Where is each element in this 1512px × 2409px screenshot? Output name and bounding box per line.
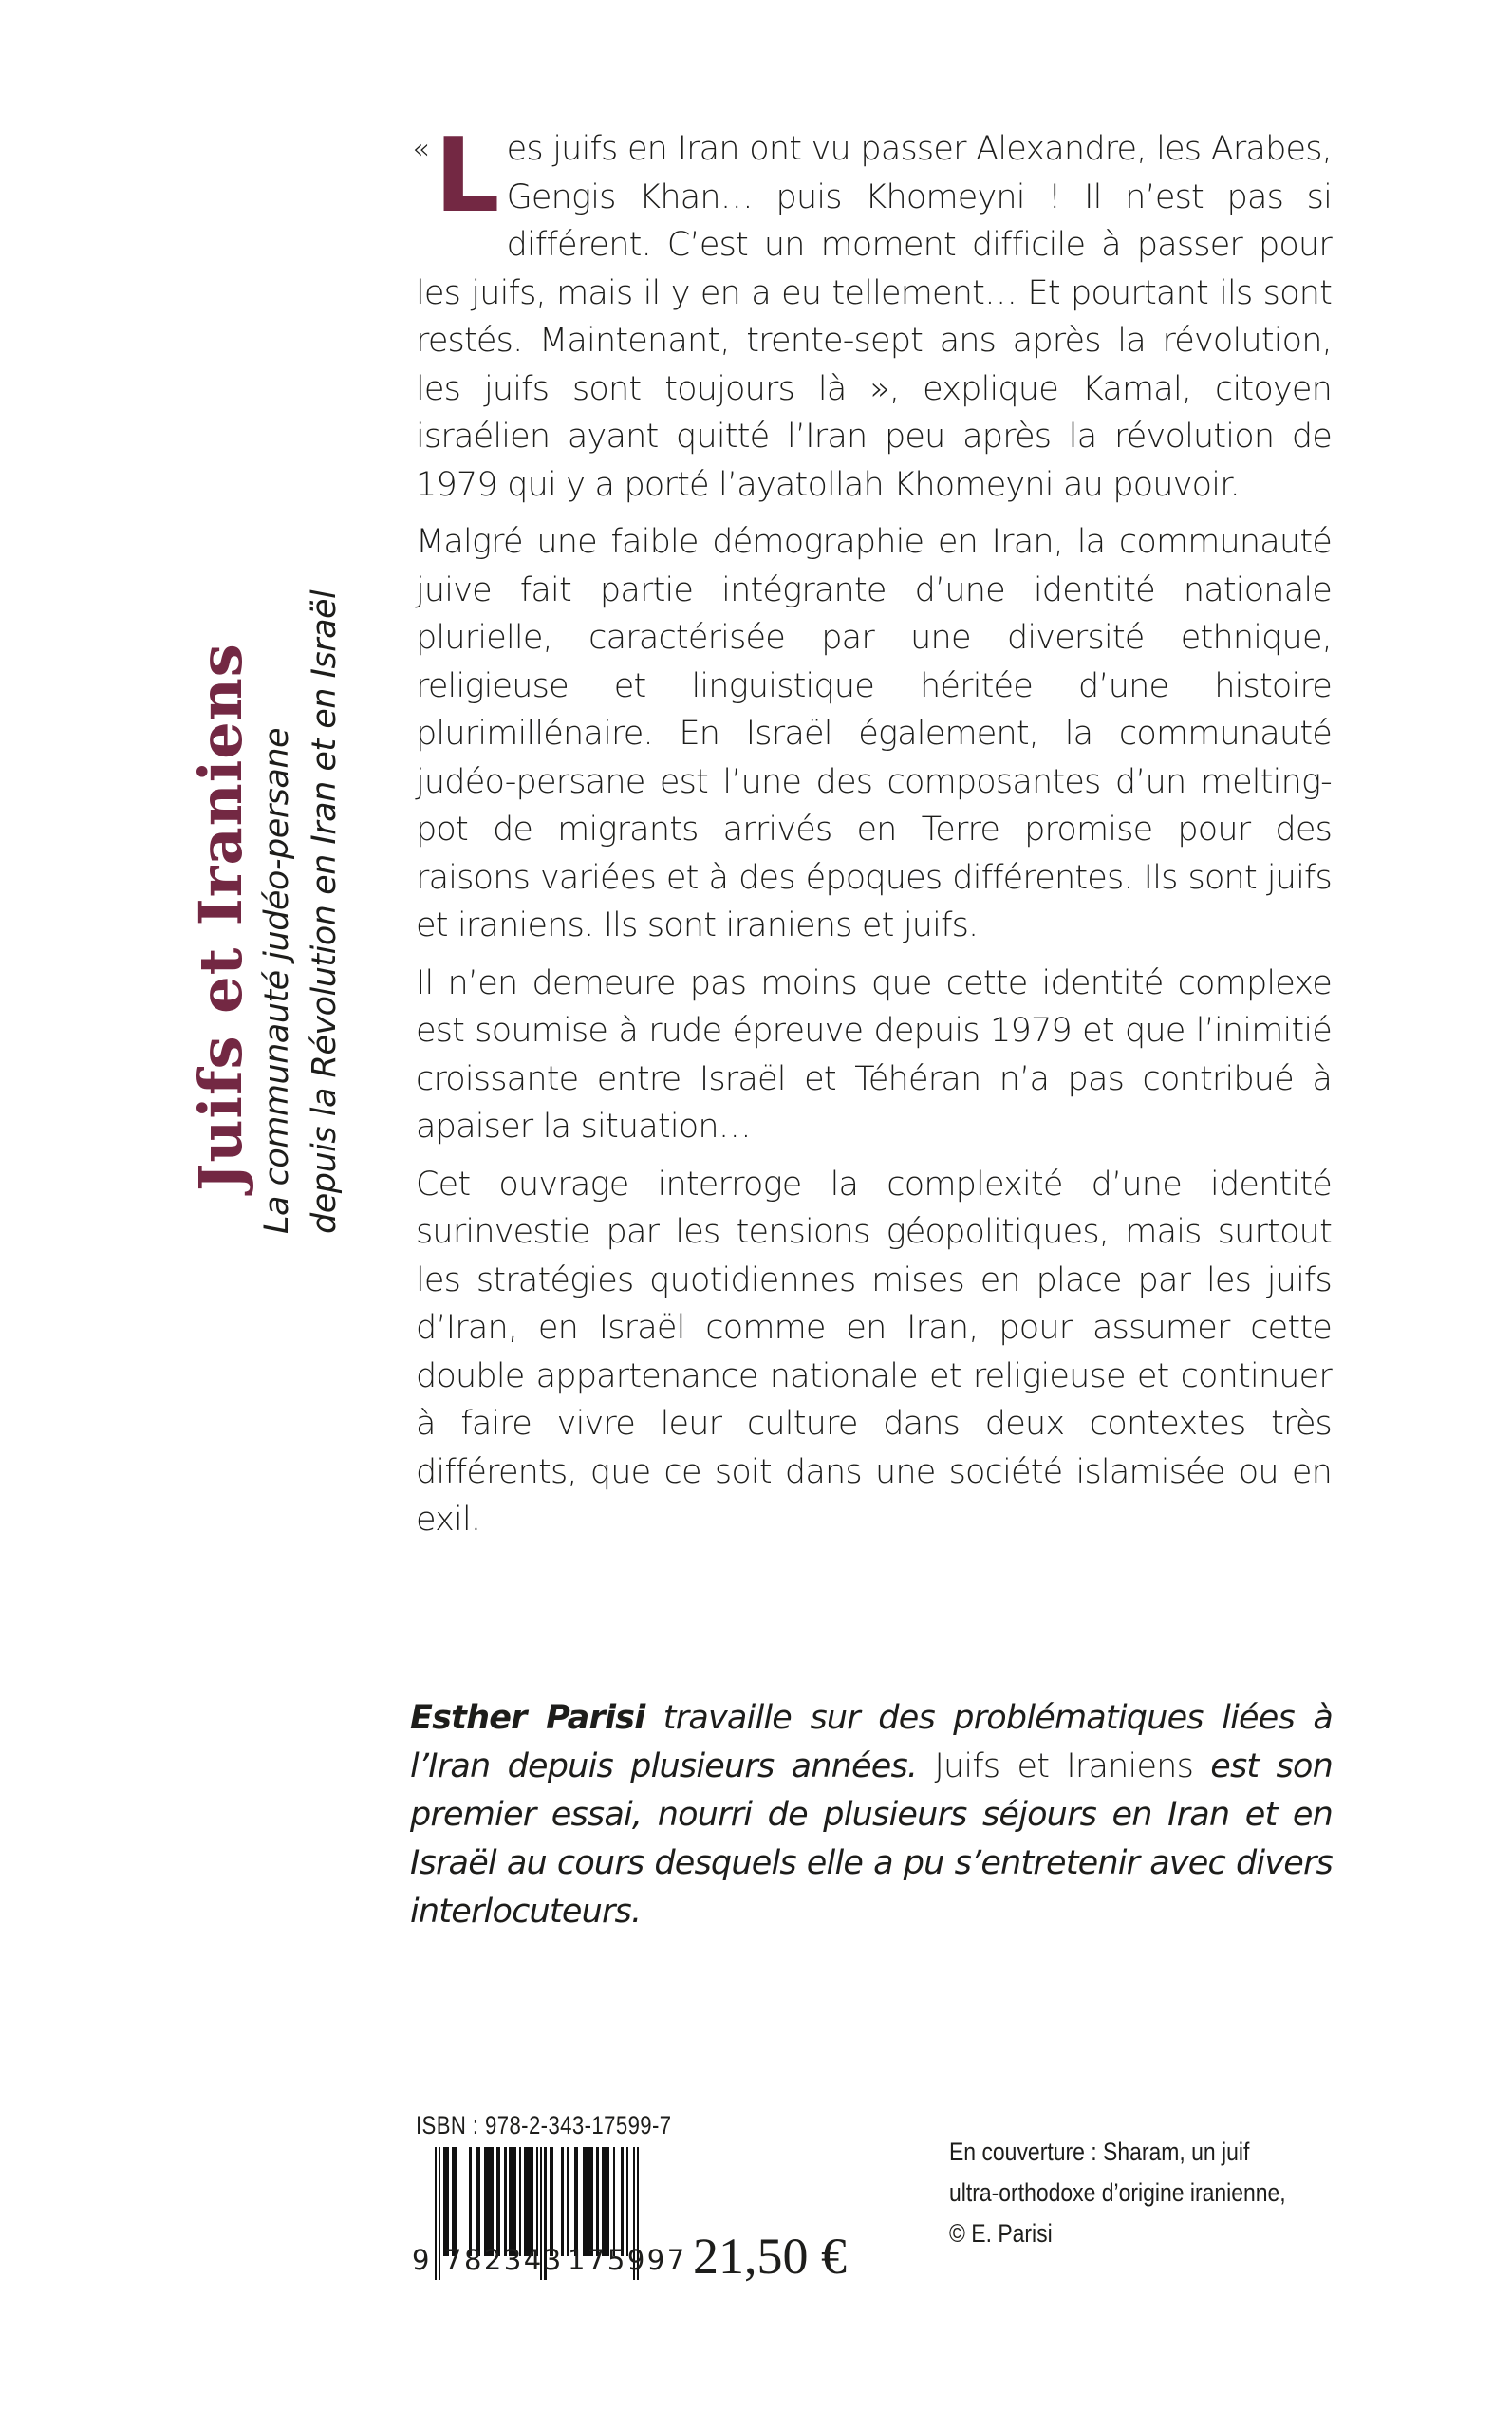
book-title: Juifs et Iraniens (186, 643, 255, 1191)
author-bio-paragraph (410, 1694, 1333, 1936)
author-bio-text-2: est son premier essai, nourri de plusieurs séjours en Iran et en Israël au cours desquels elle a pu s’entretenir avec divers interlocuteurs. (410, 1747, 1333, 1931)
author-bio-text-1: travaille sur des problématiques liées à l’Iran depuis plusieurs années. (410, 1699, 1333, 1785)
barcode-bar (524, 2147, 533, 2256)
barcode-bar (583, 2147, 593, 2256)
barcode-digits-left: 782343 (444, 2244, 564, 2276)
blurb-paragraph-2: Malgré une faible démographie en Iran, la communauté juive fait partie intégrante d’une identité nationale plurielle, caractérisée par une diversité ethnique, religieuse et linguistique héritée d’une histoire plurimillénaire. En Israël également, la communauté judéo-persane est l’une des composantes d’un melting-pot de migrants arrivés en Terre promise pour des raisons variées et à des époques différentes. Ils sont juifs et iraniens. Ils sont iraniens et juifs. (416, 523, 1332, 944)
cover-credit-line-3: © E. Parisi (949, 2219, 1053, 2248)
barcode-bar (509, 2147, 516, 2256)
blurb-paragraph-1 (412, 117, 1332, 509)
vertical-title-block (180, 527, 370, 1234)
book-subtitle-line-2: depuis la Révolution en Iran et en Israël (306, 589, 344, 1234)
author-name: Esther Parisi (410, 1699, 645, 1737)
barcode-bar (602, 2147, 609, 2256)
drop-cap: L (434, 117, 499, 235)
price: 21,50 € (693, 2228, 847, 2285)
book-subtitle-line-1: La communauté judéo-persane (258, 727, 296, 1234)
barcode-digits-right: 175997 (568, 2244, 687, 2276)
cover-credit (949, 2132, 1385, 2254)
author-bio (410, 1694, 1333, 1936)
vertical-title-rotator (180, 527, 370, 1234)
blurb-paragraph-1-text: es juifs en Iran ont vu passer Alexandre, les Arabes, Gengis Khan… puis Khomeyni ! Il n’est pas si différent. C’est un moment difficile à passer pour les juifs, mais il y en a eu tellement… Et pourtant ils sont restés. Maintenant, trente-sept ans après la révolution, les juifs sont toujours là », explique Kamal, citoyen israélien ayant quitté l’Iran peu après la révolution de 1979 qui y a porté l’ayatollah Khomeyni au pouvoir. (416, 130, 1332, 504)
cover-credit-line-2: ultra-orthodoxe d’origine iranienne, (949, 2178, 1286, 2207)
barcode-bar (484, 2147, 494, 2256)
isbn-label: ISBN : 978-2-343-17599-7 (416, 2111, 672, 2139)
cover-credit-line-1: En couverture : Sharam, un juif (949, 2138, 1250, 2166)
opening-quote-mark: « (412, 133, 429, 166)
blurb-paragraph-4: Cet ouvrage interroge la complexité d’une identité surinvestie par les tensions géopolitiques, mais surtout les stratégies quotidiennes mises en place par les juifs d’Iran, en Israël comme en Iran, pour assumer cette double appartenance nationale et religieuse et continuer à faire vivre leur culture dans deux contextes très différents, que ce soit dans une société islamisée ou en exil. (416, 1165, 1332, 1539)
author-bio-book-title: Juifs et Iraniens (934, 1747, 1193, 1785)
blurb-paragraph-3: Il n’en demeure pas moins que cette identité complexe est soumise à rude épreuve depuis 1979 et que l’inimitié croissante entre Israël et Téhéran n’a pas contribué à apaiser la situation… (416, 963, 1332, 1146)
back-cover-blurb (412, 117, 1332, 1554)
barcode-digit-first: 9 (412, 2244, 432, 2276)
